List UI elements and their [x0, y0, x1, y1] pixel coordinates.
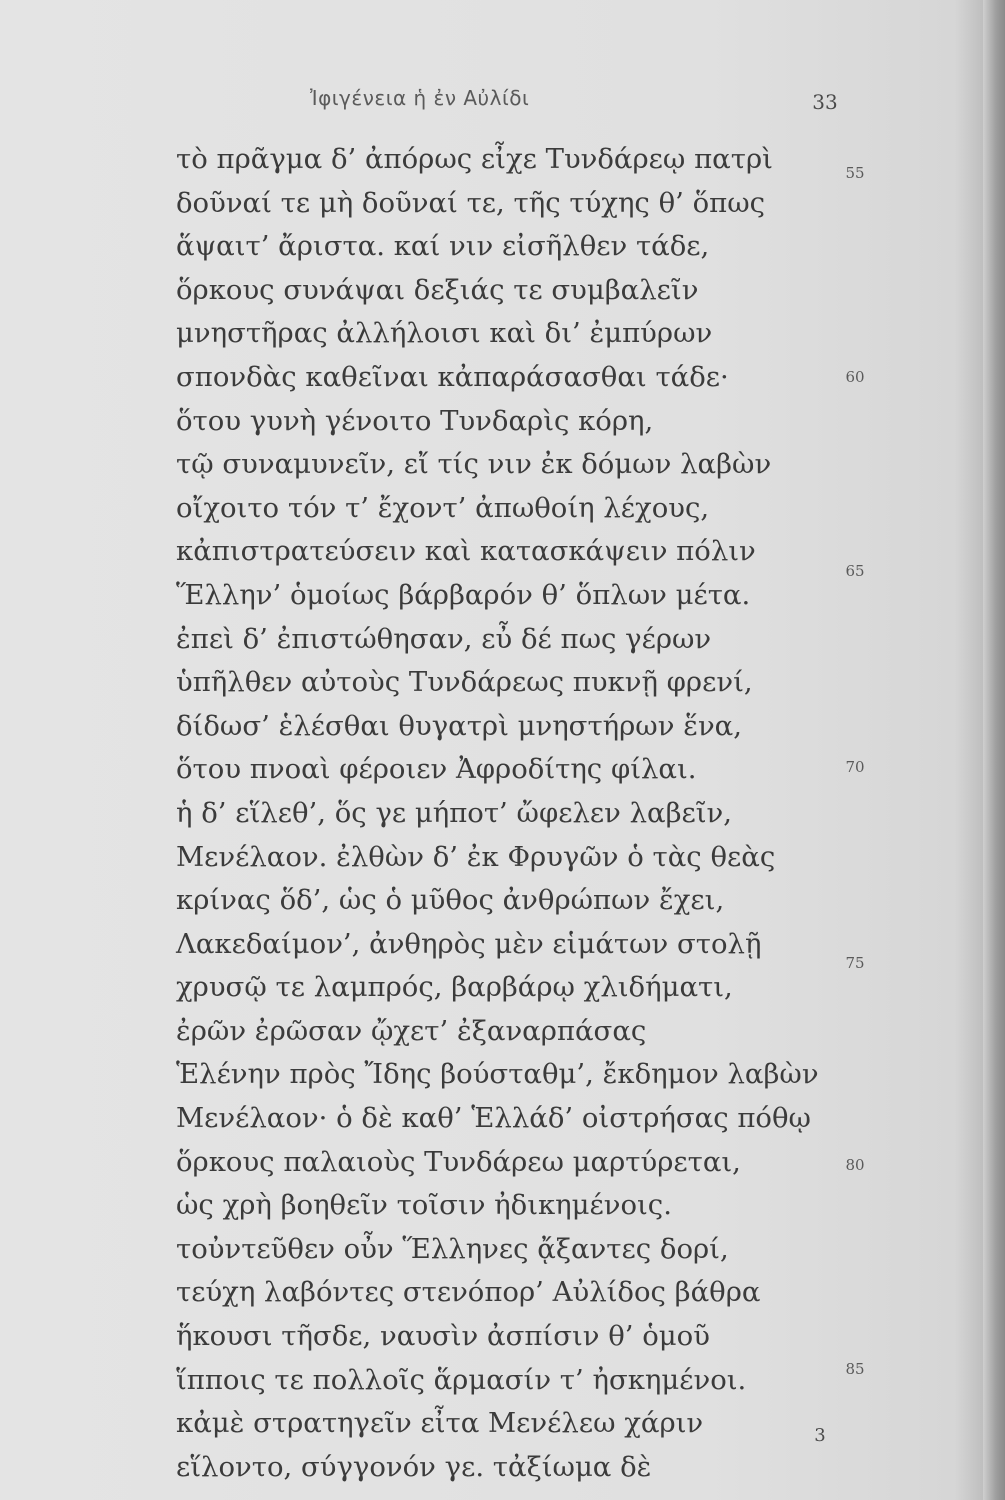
verse-line: εἵλοντο, σύγγονόν γε. τἀξίωμα δὲ	[176, 1450, 652, 1483]
verse-line: ἵπποις τε πολλοῖς ἅρμασίν τ’ ἠσκημένοι.	[176, 1363, 747, 1396]
line-number-60: 60	[845, 368, 865, 386]
verse-line: οἴχοιτο τόν τ’ ἔχοντ’ ἀπωθοίη λέχους,	[176, 491, 710, 524]
verse-line: ἐρῶν ἐρῶσαν ᾤχετ’ ἐξαναρπάσας	[176, 1014, 647, 1047]
verse-line: χρυσῷ τε λαμπρός, βαρβάρῳ χλιδήματι,	[176, 971, 733, 1004]
running-head-title: Ἰφιγένεια ἡ ἐν Αὐλίδι	[310, 86, 530, 110]
line-number-65: 65	[845, 562, 865, 580]
verse-line: κρίνας ὅδ’, ὡς ὁ μῦθος ἀνθρώπων ἔχει,	[176, 884, 725, 917]
verse-line: ἐπεὶ δ’ ἐπιστώθησαν, εὖ δέ πως γέρων	[176, 622, 712, 655]
verse-line: ὅρκους παλαιοὺς Τυνδάρεω μαρτύρεται,	[176, 1145, 741, 1178]
signature-mark: 3	[814, 1425, 826, 1446]
verse-line: ἅψαιτ’ ἄριστα. καί νιν εἰσῆλθεν τάδε,	[176, 230, 710, 263]
verse-line: τοὐντεῦθεν οὖν Ἕλληνες ᾄξαντες δορί,	[176, 1232, 729, 1265]
verse-line: ὅτου πνοαὶ φέροιεν Ἀφροδίτης φίλαι.	[176, 753, 697, 786]
line-number-85: 85	[845, 1360, 865, 1378]
verse-line: δίδωσ’ ἑλέσθαι θυγατρὶ μνηστήρων ἕνα,	[176, 709, 742, 742]
verse-line: ὑπῆλθεν αὐτοὺς Τυνδάρεως πυκνῇ φρενί,	[176, 666, 753, 699]
verse-line: ὅρκους συνάψαι δεξιάς τε συμβαλεῖν	[176, 273, 699, 306]
page-edge	[983, 0, 1005, 1500]
verse-line: κἀπιστρατεύσειν καὶ κατασκάψειν πόλιν	[176, 535, 756, 568]
verse-line: δοῦναί τε μὴ δοῦναί τε, τῆς τύχης θ’ ὅπως	[176, 186, 766, 219]
verse-line: τῷ συναμυνεῖν, εἴ τίς νιν ἐκ δόμων λαβὼν	[176, 448, 772, 481]
verse-line: Λακεδαίμον’, ἀνθηρὸς μὲν εἱμάτων στολῇ	[176, 927, 762, 960]
verse-line: ἥκουσι τῆσδε, ναυσὶν ἀσπίσιν θ’ ὁμοῦ	[176, 1320, 710, 1353]
verse-line: σπονδὰς καθεῖναι κἀπαράσασθαι τάδε·	[176, 360, 729, 393]
verse-line: τὸ πρᾶγμα δ’ ἀπόρως εἶχε Τυνδάρεῳ πατρὶ	[176, 143, 773, 175]
verse-line: Μενέλαον. ἐλθὼν δ’ ἐκ Φρυγῶν ὁ τὰς θεὰς	[176, 840, 776, 873]
line-number-70: 70	[845, 758, 865, 776]
verse-line: Μενέλαον· ὁ δὲ καθ’ Ἑλλάδ’ οἰστρήσας πόθῳ	[176, 1102, 811, 1135]
verse-block	[176, 138, 836, 1489]
line-number-80: 80	[845, 1156, 865, 1174]
line-number-55: 55	[845, 164, 865, 182]
verse-line: μνηστῆρας ἀλλήλοισι καὶ δι’ ἐμπύρων	[176, 317, 713, 350]
verse-line: κἀμὲ στρατηγεῖν εἶτα Μενέλεω χάριν	[176, 1407, 704, 1440]
verse-line: ὡς χρὴ βοηθεῖν τοῖσιν ἠδικημένοις.	[176, 1189, 672, 1222]
verse-line: τεύχη λαβόντες στενόπορ’ Αὐλίδος βάθρα	[176, 1276, 761, 1309]
verse-line: ἡ δ’ εἵλεθ’, ὅς γε μήποτ’ ὤφελεν λαβεῖν,	[176, 796, 732, 829]
page-number: 33	[812, 90, 838, 114]
verse-line: ὅτου γυνὴ γένοιτο Τυνδαρὶς κόρη,	[176, 404, 654, 437]
verse-line: Ἕλλην’ ὁμοίως βάρβαρόν θ’ ὅπλων μέτα.	[176, 578, 751, 611]
verse-line: Ἑλένην πρὸς Ἴδης βούσταθμ’, ἔκδημον λαβὼν	[176, 1058, 819, 1091]
line-number-75: 75	[845, 954, 865, 972]
